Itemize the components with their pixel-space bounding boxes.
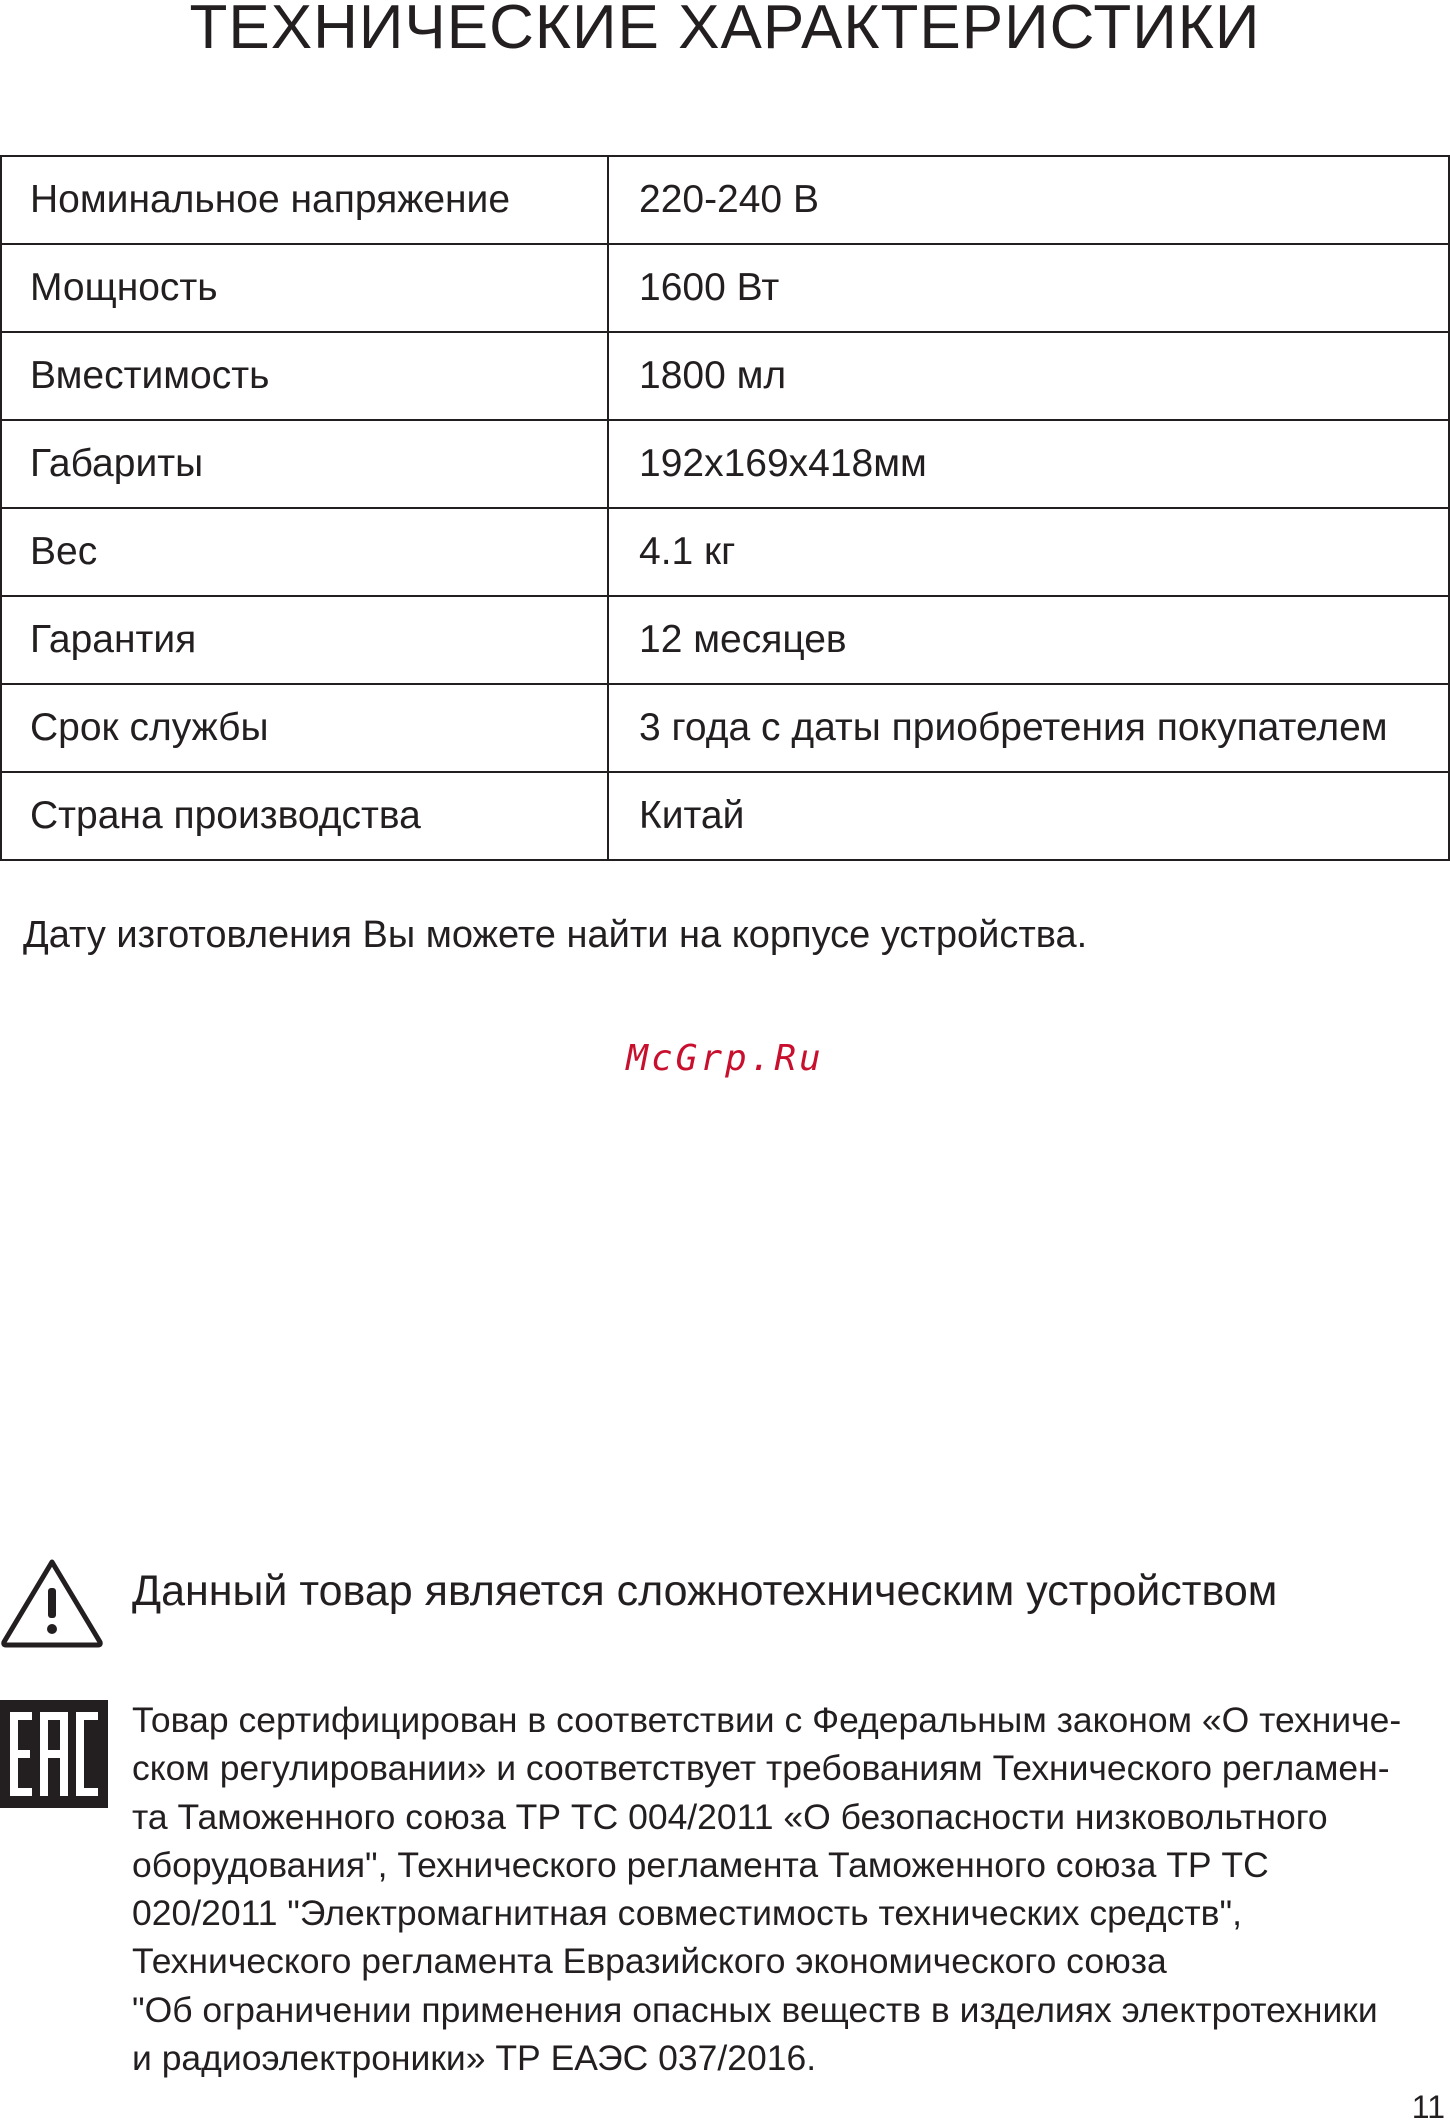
spec-label: Мощность — [1, 244, 608, 332]
spec-value: 3 года с даты приобретения покупателем — [608, 684, 1449, 772]
spec-label: Срок службы — [1, 684, 608, 772]
table-row — [1, 508, 1449, 596]
spec-value: 12 месяцев — [608, 596, 1449, 684]
table-row — [1, 332, 1449, 420]
spec-label: Гарантия — [1, 596, 608, 684]
certification-line: ском регулировании» и соответствует требованиям Технического регламен- — [132, 1748, 1390, 1789]
spec-value: 1600 Вт — [608, 244, 1449, 332]
certification-line: оборудования", Технического регламента Таможенного союза ТР ТС — [132, 1844, 1269, 1885]
certification-line: та Таможенного союза ТР ТС 004/2011 «О безопасности низковольтного — [132, 1796, 1328, 1837]
certification-line: Товар сертифицирован в соответствии с Федеральным законом «О техниче- — [132, 1700, 1402, 1740]
spec-label: Номинальное напряжение — [1, 156, 608, 244]
eac-logo — [0, 1700, 108, 1808]
certification-line: и радиоэлектроники» ТР ЕАЭС 037/2016. — [132, 2038, 817, 2079]
spec-value: 1800 мл — [608, 332, 1449, 420]
table-row — [1, 244, 1449, 332]
spec-value: 220-240 В — [608, 156, 1449, 244]
watermark-link[interactable]: McGrp.Ru — [626, 1038, 824, 1079]
specs-table — [0, 155, 1450, 861]
spec-label: Вместимость — [1, 332, 608, 420]
certification-text — [132, 1696, 1432, 2082]
spec-value: 4.1 кг — [608, 508, 1449, 596]
page-number: 11 — [1411, 2089, 1445, 2125]
table-row — [1, 772, 1449, 860]
certification-line: "Об ограничении применения опасных веществ в изделиях электротехники — [132, 1989, 1378, 2030]
certification-line: 020/2011 "Электромагнитная совместимость технических средств", — [132, 1893, 1242, 1934]
warning-text: Данный товар является сложнотехническим устройством — [132, 1567, 1278, 1615]
warning-triangle-icon — [0, 1556, 104, 1648]
spec-value: 192х169х418мм — [608, 420, 1449, 508]
table-row — [1, 156, 1449, 244]
table-row — [1, 684, 1449, 772]
page-title: ТЕХНИЧЕСКИЕ ХАРАКТЕРИСТИКИ — [189, 0, 1261, 62]
spec-label: Страна производства — [1, 772, 608, 860]
spec-label: Вес — [1, 508, 608, 596]
table-row — [1, 596, 1449, 684]
manufacture-date-note: Дату изготовления Вы можете найти на корпусе устройства. — [23, 914, 1088, 956]
table-row — [1, 420, 1449, 508]
certification-line: Технического регламента Евразийского экономического союза — [132, 1941, 1167, 1982]
spec-value: Китай — [608, 772, 1449, 860]
spec-label: Габариты — [1, 420, 608, 508]
